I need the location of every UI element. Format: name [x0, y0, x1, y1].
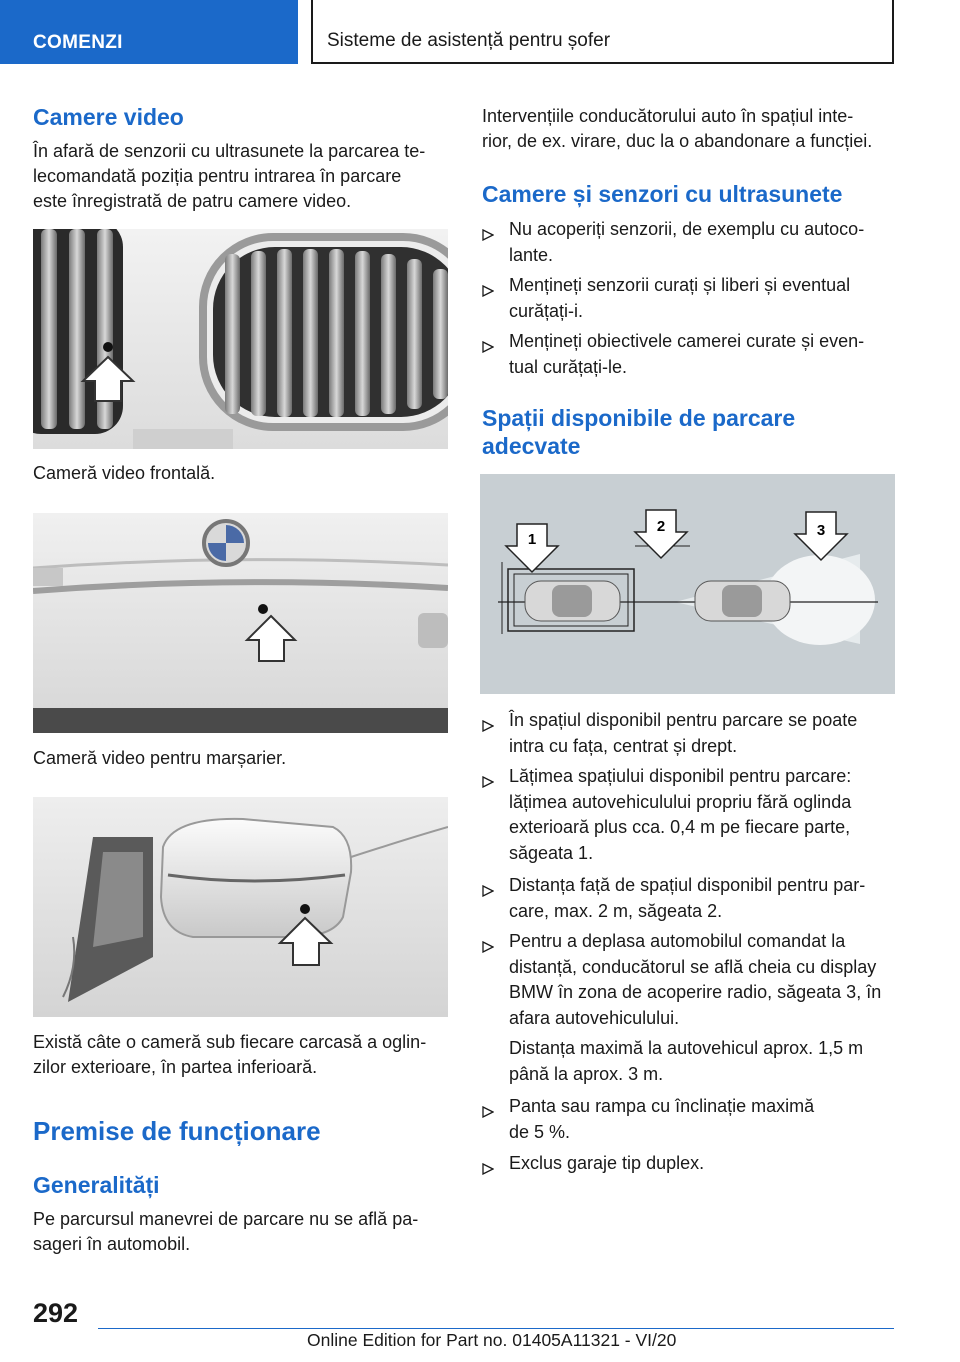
list-item: Lățimea spațiului disponibil pentru parcare: lățimea autovehiculului propriu fără oglinda exterioară plus cca. 0,4 m pe fiecare parte, săgeata 1.	[482, 764, 902, 866]
car-icon	[695, 581, 790, 621]
caption-front-camera: Cameră video frontală.	[33, 463, 216, 483]
distance-note: Distanța maximă la autovehicul aprox. 1,5 m până la aprox. 3 m.	[509, 1038, 864, 1084]
list-item: Distanța față de spațiul disponibil pentru par- care, max. 2 m, săgeata 2.	[482, 873, 902, 924]
edition-note: Online Edition for Part no. 01405A11321 - VI/20	[307, 1330, 677, 1350]
parking-diagram	[480, 474, 895, 694]
list-item: Mențineți senzorii curați și liberi și eventual curățați-i.	[482, 273, 902, 324]
text-line: lecomandată poziția pentru intrarea în parcare	[33, 166, 402, 186]
paragraph-general	[33, 1207, 418, 1257]
page-number: 292	[33, 1298, 79, 1328]
mirror-camera-image	[33, 797, 448, 1017]
list-item: Exclus garaje tip duplex.	[482, 1151, 902, 1177]
triangle-bullet-icon	[482, 935, 494, 961]
text-line: Pe parcursul manevrei de parcare nu se află pa-	[33, 1209, 419, 1229]
section-tab: COMENZI	[0, 0, 298, 64]
triangle-bullet-icon	[482, 279, 494, 305]
heading-sensors: Camere și senzori cu ultrasunete	[482, 181, 843, 207]
heading-general: Generalități	[33, 1172, 160, 1198]
text-line: sageri în automobil.	[33, 1234, 191, 1254]
chapter-title: Sisteme de asistență pentru șofer	[311, 0, 894, 64]
list-item: Panta sau rampa cu înclinație maximă de 5 %.	[482, 1094, 902, 1145]
heading-cameras: Camere video	[33, 104, 184, 130]
triangle-bullet-icon	[482, 879, 494, 905]
rear-camera-image	[33, 513, 448, 733]
text-line: Există câte o cameră sub fiecare carcasă a oglin-	[33, 1032, 427, 1052]
triangle-bullet-icon	[482, 1100, 494, 1126]
triangle-bullet-icon	[482, 1157, 494, 1183]
text-line: este înregistrată de patru camere video.	[33, 191, 352, 211]
paragraph-intro	[482, 104, 872, 154]
arrow-label-2: 2	[656, 518, 666, 535]
arrow-label-1: 1	[527, 531, 537, 548]
paragraph-cameras	[33, 139, 425, 214]
arrow-label-3: 3	[816, 522, 826, 539]
caption-rear-camera: Cameră video pentru marșarier.	[33, 748, 287, 768]
text-line: rior, de ex. virare, duc la o abandonare a funcției.	[482, 131, 873, 151]
list-item: Nu acoperiți senzorii, de exemplu cu autoco- lante.	[482, 217, 902, 268]
triangle-bullet-icon	[482, 714, 494, 740]
text-line: În afară de senzorii cu ultrasunete la parcarea te-	[33, 141, 426, 161]
car-icon	[525, 581, 620, 621]
list-item: În spațiul disponibil pentru parcare se poate intra cu fața, centrat și drept.	[482, 708, 902, 759]
paragraph-mirror	[33, 1030, 426, 1080]
footer-divider	[98, 1328, 894, 1329]
list-item: Mențineți obiectivele camerei curate și even- tual curățați-le.	[482, 329, 902, 380]
triangle-bullet-icon	[482, 770, 494, 796]
text-line: zilor exterioare, în partea inferioară.	[33, 1057, 318, 1077]
text-line: Intervențiile conducătorului auto în spațiul inte-	[482, 106, 854, 126]
front-camera-image	[33, 229, 448, 449]
heading-spaces: Spații disponibile de parcare adecvate	[482, 405, 796, 459]
heading-premise: Premise de funcționare	[33, 1116, 321, 1146]
list-item: Pentru a deplasa automobilul comandat la distanță, conducătorul se află cheia cu display BMW în zona de acoperire radio, săgeata 3, în afara autovehiculului.	[482, 929, 902, 1031]
triangle-bullet-icon	[482, 335, 494, 361]
triangle-bullet-icon	[482, 223, 494, 249]
